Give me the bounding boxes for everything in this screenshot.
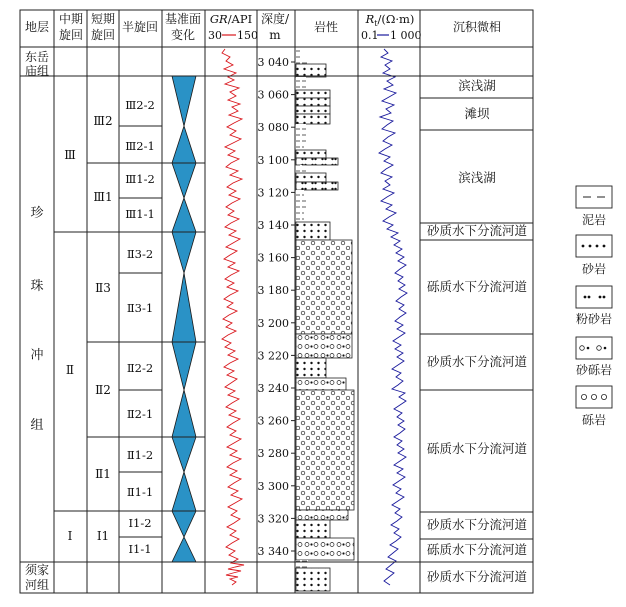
mid-cycle-III: Ⅲ: [64, 148, 76, 162]
semi-cycle-III1-2: Ⅲ1-2: [125, 172, 155, 186]
facies-beach-bar: 滩坝: [464, 106, 490, 121]
header-mid-cycle-line2: 旋回: [58, 28, 84, 42]
base-level-fall-triangle: [172, 163, 196, 198]
gr-log-curve: [222, 49, 244, 585]
mid-cycle-I: Ⅰ: [67, 529, 73, 543]
facies-shore-shallow-lake: 滨浅湖: [458, 170, 496, 185]
lithology-layer-pebbly-sandstone: [296, 538, 354, 560]
base-level-fall-triangle: [172, 437, 196, 472]
short-cycle-II1: Ⅱ1: [95, 467, 111, 481]
header-lithology: 岩性: [313, 20, 339, 34]
header-gr-max: 150: [237, 29, 258, 42]
depth-tick-label: 3 260: [257, 414, 289, 428]
depth-tick-label: 3 060: [257, 88, 289, 102]
base-level-fall-triangle: [172, 232, 196, 273]
semi-cycle-III2-1: Ⅲ2-1: [125, 139, 155, 153]
header-mid-cycle-line1: 中期: [58, 12, 84, 26]
lithology-layer-sandstone: [296, 222, 330, 240]
depth-tick-label: 3 180: [257, 284, 289, 298]
legend-label-pebbly-sandstone: 砂砾岩: [575, 363, 613, 377]
lithology-layer-conglomerate: [296, 240, 352, 334]
base-level-rise-triangle: [172, 198, 196, 232]
header-short-cycle-line2: 旋回: [90, 28, 116, 42]
lithology-layer-sandstone: [296, 98, 330, 106]
semi-cycle-III2-2: Ⅲ2-2: [125, 98, 155, 112]
lithology-layer-mudstone: [296, 190, 304, 200]
lithology-layer-sandstone: [296, 173, 326, 182]
legend-swatch-pebbly-sandstone: [576, 337, 612, 359]
depth-tick-label: 3 120: [257, 186, 289, 200]
header-base-level-line2: 变化: [170, 28, 196, 42]
lithology-column: [296, 50, 354, 591]
header-rt-title: [365, 12, 415, 28]
semi-cycle-III1-1: Ⅲ1-1: [125, 207, 155, 221]
lithology-layer-conglomerate: [296, 390, 354, 510]
lithology-layer-siltstone: [296, 158, 338, 165]
legend-label-siltstone: 粉砂岩: [575, 312, 613, 326]
depth-tick-label: 3 300: [257, 479, 289, 493]
base-level-rise-triangle: [172, 126, 196, 163]
depth-tick-label: 3 240: [257, 382, 289, 395]
depth-tick-label: 3 340: [257, 545, 289, 558]
lithology-layer-mudstone: [296, 50, 302, 58]
short-cycle-column: [93, 114, 112, 543]
formation-zhenzhuchong-char3: 冲: [30, 348, 44, 363]
base-level-column: [172, 76, 196, 562]
header-row: [25, 11, 501, 42]
header-rt-sub: t: [374, 19, 378, 28]
base-level-rise-triangle: [172, 537, 196, 562]
facies-column: [427, 78, 528, 584]
semi-cycle-column: [125, 98, 155, 556]
facies-sandy-channel: 砂质水下分流河道: [426, 354, 528, 369]
lithology-legend: [576, 186, 612, 427]
header-gr-min: 30: [208, 29, 222, 42]
lithology-layer-pebbly-sandstone: [296, 334, 352, 358]
header-rt-min: 0.1: [361, 29, 379, 42]
depth-axis: [258, 56, 296, 558]
legend-swatch-mudstone: [576, 186, 612, 208]
lithology-layer-siltstone: [296, 182, 338, 190]
base-level-rise-triangle: [172, 390, 196, 437]
header-short-cycle-line1: 短期: [90, 12, 116, 26]
header-rt-unit: /(Ω·m): [377, 12, 415, 26]
lithology-layer-sandstone: [296, 358, 326, 378]
lithology-layer-sandstone: [296, 106, 330, 114]
semi-cycle-II2-2: Ⅱ2-2: [126, 361, 154, 375]
depth-tick-label: 3 140: [257, 219, 289, 232]
lithology-layer-sandstone: [296, 90, 330, 98]
lithology-layer-mudstone: [296, 77, 306, 90]
lithology-layer-sandstone: [296, 520, 330, 538]
semi-cycle-II3-2: Ⅱ3-2: [126, 247, 154, 261]
header-facies: 沉积微相: [452, 20, 502, 34]
legend-swatch-siltstone: [576, 286, 612, 308]
header-semi-cycle: 半旋回: [121, 20, 159, 34]
formation-dongyue-line2: 庙组: [24, 64, 50, 78]
lithology-layer-sandstone: [296, 568, 330, 591]
lithology-layer-mudstone: [296, 124, 306, 132]
depth-tick-label: 3 100: [257, 153, 289, 167]
header-gr-var: GR: [209, 12, 228, 26]
facies-sandy-channel: 砂质水下分流河道: [426, 569, 528, 584]
lithology-layer-pebbly-sandstone: [296, 510, 348, 520]
lithology-layer-mudstone: [296, 58, 308, 64]
header-gr-title: [210, 12, 252, 26]
mid-cycle-column: [64, 148, 76, 543]
lithology-layer-mudstone: [296, 142, 304, 150]
formation-zhenzhuchong-char2: 珠: [30, 279, 44, 294]
facies-sandy-channel: 砂质水下分流河道: [426, 223, 528, 238]
short-cycle-I1: Ⅰ1: [96, 529, 110, 543]
short-cycle-III2: Ⅲ2: [93, 114, 113, 128]
lithology-layer-sandstone: [296, 150, 326, 158]
lithology-layer-pebbly-sandstone: [296, 378, 346, 390]
depth-tick-label: 3 080: [257, 121, 289, 135]
facies-gravelly-channel: 砾质水下分流河道: [426, 441, 528, 456]
lithology-layer-mudstone: [296, 210, 304, 222]
short-cycle-II2: Ⅱ2: [95, 383, 111, 397]
facies-gravelly-channel: 砾质水下分流河道: [426, 542, 528, 557]
legend-label-conglomerate: 砾岩: [581, 413, 607, 427]
semi-cycle-I1-1: Ⅰ1-1: [128, 542, 152, 556]
base-level-rise-triangle: [172, 273, 196, 342]
formation-zhenzhuchong-char1: 珍: [30, 206, 44, 221]
base-level-rise-triangle: [172, 472, 196, 511]
header-depth-unit: m: [269, 28, 281, 42]
base-level-fall-triangle: [172, 342, 196, 390]
base-level-fall-triangle: [172, 511, 196, 537]
formation-xujiahe-line2: 河组: [24, 578, 50, 592]
semi-cycle-I1-2: Ⅰ1-2: [128, 516, 152, 530]
short-cycle-III1: Ⅲ1: [93, 190, 113, 204]
lithology-layer-mudstone: [296, 132, 306, 142]
rt-log-curve: [379, 49, 407, 585]
short-cycle-II3: Ⅱ3: [95, 281, 111, 295]
lithology-layer-mudstone: [296, 200, 306, 210]
formation-xujiahe-line1: 须家: [24, 563, 50, 577]
depth-tick-label: 3 040: [257, 56, 289, 69]
depth-tick-label: 3 320: [257, 512, 289, 526]
semi-cycle-II3-1: Ⅱ3-1: [126, 301, 154, 315]
formation-dongyue-line1: 东岳: [24, 50, 50, 64]
facies-sandy-channel: 砂质水下分流河道: [426, 517, 528, 532]
legend-swatch-sandstone: [576, 235, 612, 257]
formation-zhenzhuchong-char4: 组: [30, 418, 44, 433]
header-base-level-line1: 基准面: [164, 12, 202, 26]
header-gr-unit: /API: [227, 12, 253, 26]
semi-cycle-II2-1: Ⅱ2-1: [126, 407, 154, 421]
formation-column: [25, 49, 49, 592]
facies-shore-shallow-lake: 滨浅湖: [458, 78, 496, 93]
lithology-layer-mudstone: [296, 165, 306, 173]
depth-tick-label: 3 160: [257, 251, 289, 265]
semi-cycle-II1-1: Ⅱ1-1: [126, 485, 154, 499]
legend-label-sandstone: 砂岩: [581, 262, 607, 276]
base-level-fall-triangle: [172, 76, 196, 126]
mid-cycle-II: Ⅱ: [65, 363, 75, 377]
header-formation: 地层: [24, 20, 50, 34]
semi-cycle-II1-2: Ⅱ1-2: [126, 448, 154, 462]
header-depth-title: 深度/: [260, 12, 290, 26]
depth-tick-label: 3 280: [257, 447, 289, 461]
lithology-layer-sandstone: [296, 114, 330, 124]
depth-tick-label: 3 200: [257, 316, 289, 330]
lithology-layer-mudstone: [296, 560, 308, 568]
facies-gravelly-channel: 砾质水下分流河道: [426, 279, 528, 294]
lithology-layer-sandstone: [296, 64, 326, 77]
header-rt-var: R: [365, 12, 375, 26]
header-rt-max: 1 000: [390, 29, 422, 42]
depth-tick-label: 3 220: [257, 349, 289, 363]
legend-label-mudstone: 泥岩: [581, 213, 607, 227]
